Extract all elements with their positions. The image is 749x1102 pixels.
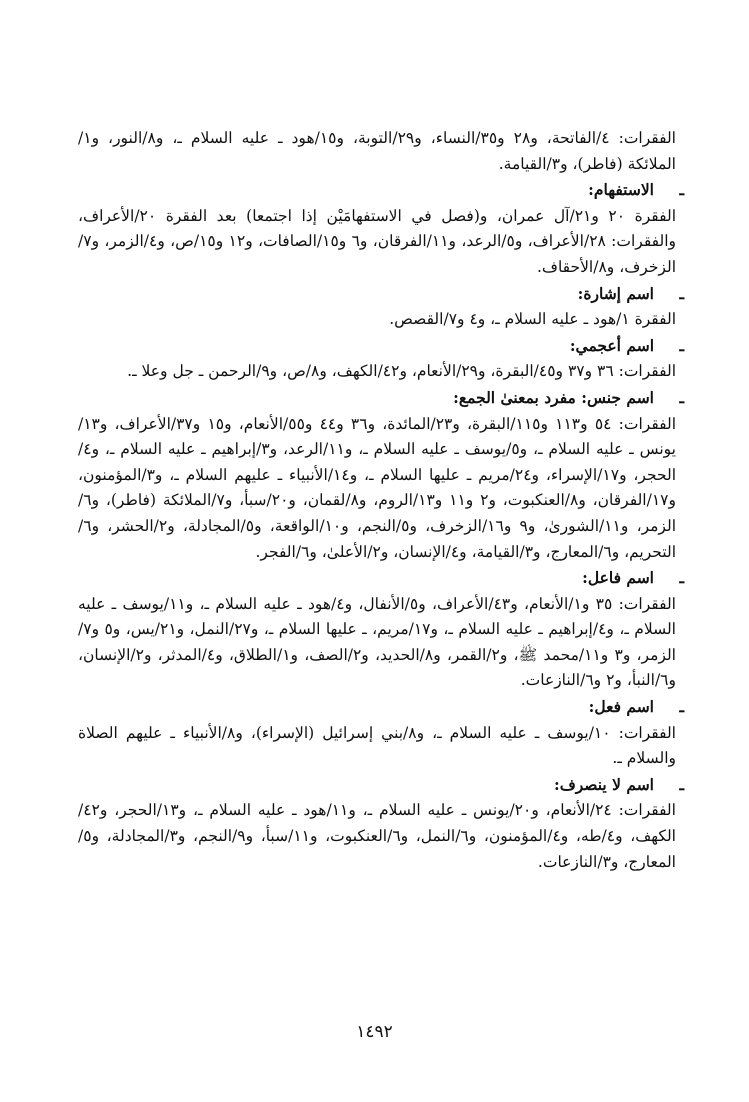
section-ism-fil xyxy=(78,694,684,772)
section-title: اسم فاعل: xyxy=(582,568,654,588)
section-body: الفقرات: ١٠/يوسف ـ عليه السلام ـ، و٨/بني إسرائيل (الإسراء)، و٨/الأنبياء ـ عليهم الصلاة والسلام ـ. xyxy=(78,723,676,768)
section-heading xyxy=(78,565,684,592)
page-number: ١٤٩٢ xyxy=(356,1022,393,1042)
section-title: اسم فعل: xyxy=(588,697,654,717)
page-content xyxy=(78,126,684,875)
heading-dash: ـ xyxy=(679,568,684,588)
section-heading xyxy=(78,177,684,204)
heading-dash: ـ xyxy=(679,774,684,794)
section-heading xyxy=(78,333,684,360)
section-body: الفقرات: ٣٥ و١/الأنعام، و٤٣/الأعراف، و٥/الأنفال، و٤/هود ـ عليه السلام ـ، و١١/يوسف ـ عليه السلام ـ، و٤/إبراهيم ـ عليه السلام ـ، و١٧/مريم، ـ عليها السلام ـ، و٢٧/النمل، و٢١/يس، و٥ و٧/الزمر، و٣ و١١/محمد ﷺ، و٢/القمر، و٨/الحديد، و٢/الصف، و١/الطلاق، و٤/المدثر، و٢/الإنسان، و٦/النبأ، و٢ و٦/النازعات. xyxy=(78,594,676,690)
section-ism-fail xyxy=(78,565,684,694)
section-ism-ajami xyxy=(78,333,684,385)
section-heading xyxy=(78,772,684,799)
section-title: اسم أعجمي: xyxy=(569,335,654,355)
section-title: الاستفهام: xyxy=(588,180,654,200)
section-title: اسم لا ينصرف: xyxy=(553,774,654,794)
section-body: الفقرات: ٥٤ و١١٣ و١١٥/البقرة، و٢٣/المائدة، و٣٦ و٤٤ و٥٥/الأنعام، و١٥ و٣٧/الأعراف، و١٣/يونس ـ عليه السلام ـ، و٥/يوسف ـ عليه السلام ـ، و١١/الرعد، و٣/إبراهيم ـ عليه السلام ـ، و٤/الحجر، و١٧/الإسراء، و٢٤/مريم ـ عليها السلام ـ، و١٤/الأنبياء ـ عليهم السلام ـ، و٣/المؤمنون، و١٧/الفرقان، و٨/العنكبوت، و٢ و١١ و١٣/الروم، و٨/لقمان، و٢٠/سبأ، و٧/الملائكة (فاطر)، و٦/الزمر، و١١/الشورىٰ، و٩ و١٦/الزخرف، و٥/النجم، و١٠/الواقعة، و٥/المجادلة، و٢/الحشر، و٦/التحريم، و٦/المعارج، و٣/القيامة، و٤/الإنسان، و٢/الأعلىٰ، و٦/الفجر. xyxy=(78,414,677,561)
section-ism-jins xyxy=(78,385,684,565)
section-heading xyxy=(78,385,684,412)
section-heading xyxy=(78,694,684,721)
section-heading xyxy=(78,281,684,308)
intro-paragraph: الفقرات: ٤/الفاتحة، و٢٨ و٣٥/النساء، و٢٩/التوبة، و١٥/هود ـ عليه السلام ـ، و٨/النور، و١/الملائكة (فاطر)، و٣/القيامة. xyxy=(78,129,676,173)
heading-dash: ـ xyxy=(679,335,684,355)
heading-dash: ـ xyxy=(679,697,684,717)
heading-dash: ـ xyxy=(679,180,684,200)
section-title: اسم جنس: مفرد بمعنىٰ الجمع: xyxy=(453,387,654,407)
section-body: الفقرة ١/هود ـ عليه السلام ـ، و٤ و٧/القصص. xyxy=(389,310,676,329)
section-ism-ishara xyxy=(78,281,684,333)
heading-dash: ـ xyxy=(679,387,684,407)
section-title: اسم إشارة: xyxy=(577,283,654,303)
section-istifham xyxy=(78,177,684,280)
heading-dash: ـ xyxy=(679,283,684,303)
section-body: الفقرات: ٣٦ و٣٧ و٤٥/البقرة، و٢٩/الأنعام، و٤٢/الكهف، و٨/ص، و٩/الرحمن ـ جل وعلا ـ. xyxy=(127,362,676,381)
section-la-yansarif xyxy=(78,772,684,875)
section-body: الفقرات: ٢٤/الأنعام، و٢٠/يونس ـ عليه السلام ـ، و١١/هود ـ عليه السلام ـ، و١٣/الحجر، و٤٢/الكهف، و٤/طه، و٤/المؤمنون، و٦/النمل، و٦/العنكبوت، و١١/سبأ، و٩/النجم، و٣/المجادلة، و٥/المعارج، و٣/النازعات. xyxy=(78,801,676,871)
section-body: الفقرة ٢٠ و٢١/آل عمران، و(فصل في الاستفهامَيْن إذا اجتمعا) بعد الفقرة ٢٠/الأعراف، والفقرات: ٢٨/الأعراف، و٥/الرعد، و١١/الفرقان، و٦ و١٥/الصافات، و١٢ و١٥/ص، و٤/الزمر، و٧/الزخرف، و٨/الأحقاف. xyxy=(78,206,677,276)
